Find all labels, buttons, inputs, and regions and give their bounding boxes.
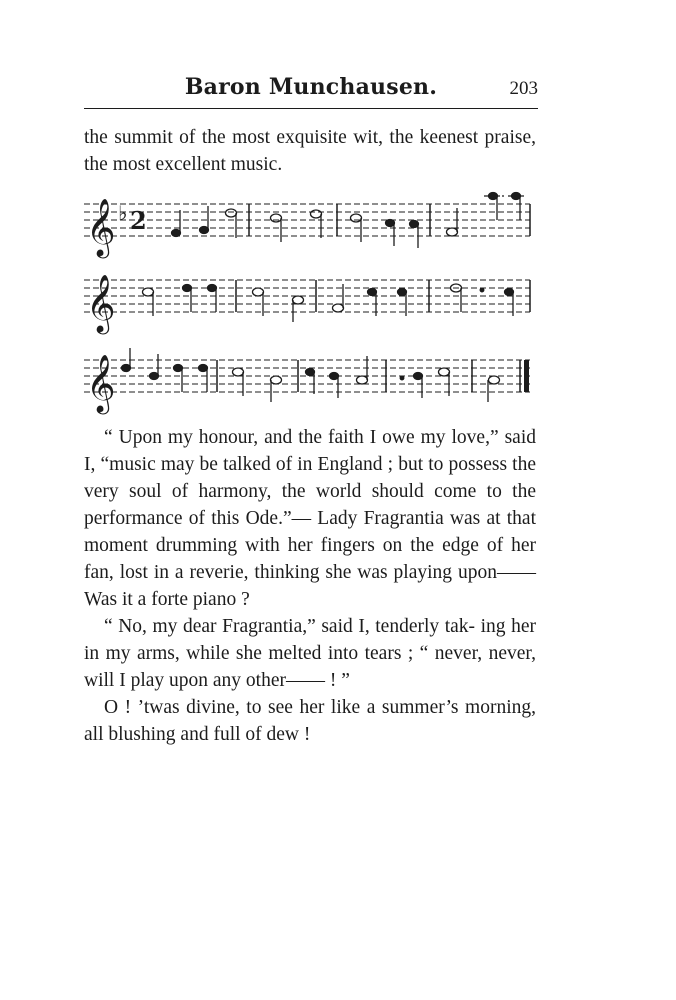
treble-clef-icon: 𝄞 bbox=[86, 274, 116, 332]
notes bbox=[122, 193, 527, 403]
paragraph-text: “ Upon my honour, and the faith I owe my love,” said I, “music may be talked of in England ; but to possess the very soul of harmony, the world should come to the performance of this Ode.”— Lady Fragrantia was at that moment drumming with her fingers on the edge of her fan, lost in a reverie, thinking she was playing upon——Was it a forte piano ? bbox=[84, 427, 536, 610]
paragraph-1 bbox=[84, 124, 536, 178]
treble-clef-icon: 𝄞 bbox=[86, 354, 116, 412]
clefs bbox=[86, 198, 147, 415]
running-head bbox=[84, 68, 538, 104]
paragraph-text: O ! ’twas divine, to see her like a summer’s morning, all blushing and full of dew ! bbox=[84, 697, 536, 745]
header-rule bbox=[84, 108, 538, 109]
treble-clef-icon: 𝄞 bbox=[86, 198, 116, 256]
time-signature: 2 bbox=[130, 206, 147, 235]
paragraph-text: the summit of the most exquisite wit, the keenest praise, the most excellent music. bbox=[84, 127, 536, 175]
staff-lines bbox=[84, 204, 530, 392]
paragraph-text: “ No, my dear Fragrantia,” said I, tenderly tak- ing her in my arms, while she melted into tears ; “ never, never, will I play upon any other—— ! ” bbox=[84, 616, 536, 691]
flat-sign-icon: ♭ bbox=[118, 201, 128, 225]
music-score bbox=[84, 188, 538, 416]
final-barline bbox=[524, 360, 529, 392]
dialogue-section bbox=[84, 424, 536, 748]
running-title: Baron Munchausen. bbox=[184, 74, 438, 100]
bar-lines bbox=[217, 204, 530, 392]
music-notation bbox=[84, 188, 538, 416]
page-number: 203 bbox=[509, 78, 538, 99]
